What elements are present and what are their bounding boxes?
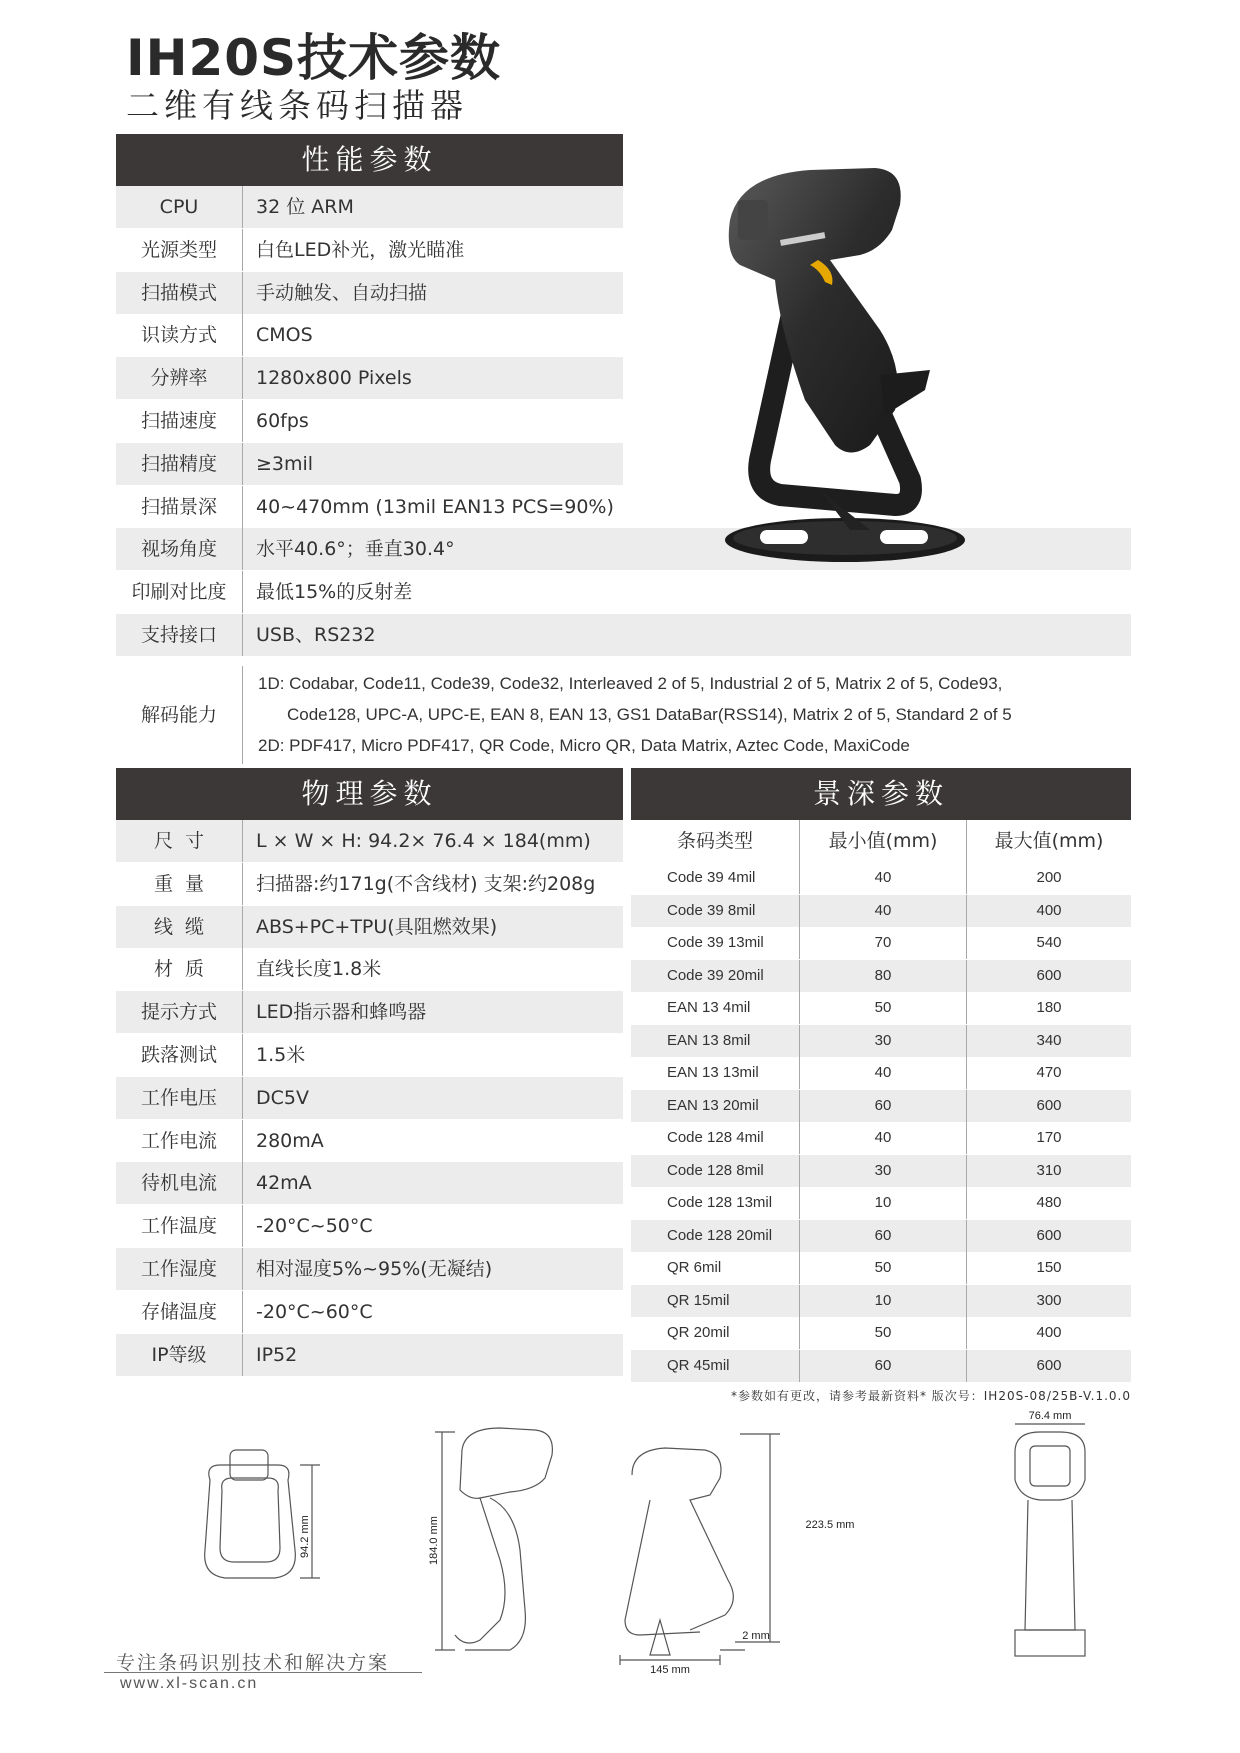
physical-label: 存储温度 [116, 1291, 243, 1333]
depth-max-cell: 310 [966, 1155, 1131, 1187]
footer-url[interactable]: www.xl-scan.cn [120, 1675, 259, 1692]
page-title: IH20S技术参数 [126, 29, 502, 87]
performance-value: 最低15%的反射差 [256, 581, 413, 603]
depth-max-cell: 470 [966, 1057, 1131, 1089]
physical-label: 材 质 [116, 948, 243, 990]
depth-row [631, 1057, 1131, 1089]
dim-94-2: 94.2 mm [299, 1515, 311, 1558]
physical-row [116, 1248, 623, 1290]
physical-value: 扫描器:约171g(不含线材) 支架:约208g [256, 873, 596, 895]
depth-row [631, 1155, 1131, 1187]
decode-line-2d: 2D: PDF417, Micro PDF417, QR Code, Micro QR, Data Matrix, Aztec Code, MaxiCode [258, 736, 910, 755]
decode-line-1d-cont: Code128, UPC-A, UPC-E, EAN 8, EAN 13, GS1 DataBar(RSS14), Matrix 2 of 5, Standard 2 of 5 [287, 705, 1012, 724]
performance-value: 水平40.6°；垂直30.4° [256, 538, 455, 560]
dim-184: 184.0 mm [428, 1516, 440, 1565]
depth-row [631, 1252, 1131, 1284]
depth-row [631, 895, 1131, 927]
physical-value: L × W × H: 94.2× 76.4 × 184(mm) [256, 830, 591, 852]
depth-type-cell: Code 128 4mil [667, 1129, 764, 1146]
performance-label: 视场角度 [116, 528, 243, 570]
depth-max-cell: 400 [966, 895, 1131, 927]
depth-type-cell: Code 39 8mil [667, 902, 756, 919]
depth-max-cell: 600 [966, 1090, 1131, 1122]
physical-row [116, 948, 623, 990]
depth-max-cell: 400 [966, 1317, 1131, 1349]
depth-type-cell: Code 128 8mil [667, 1162, 764, 1179]
depth-min-cell: 80 [799, 960, 966, 992]
physical-label: 工作湿度 [116, 1248, 243, 1290]
depth-min-cell: 60 [799, 1350, 966, 1382]
depth-min-cell: 10 [799, 1285, 966, 1317]
depth-row [631, 960, 1131, 992]
physical-row [116, 906, 623, 948]
performance-value: 白色LED补光，激光瞄准 [256, 239, 465, 261]
decode-label: 解码能力 [116, 666, 243, 764]
depth-table-header [631, 820, 1131, 862]
dim-223-5: 223.5 mm [805, 1519, 855, 1531]
depth-type-cell: EAN 13 20mil [667, 1097, 759, 1114]
physical-label: IP等级 [116, 1334, 243, 1376]
depth-min-cell: 70 [799, 927, 966, 959]
depth-type-cell: Code 128 13mil [667, 1194, 773, 1211]
depth-type-cell: QR 20mil [667, 1324, 730, 1341]
performance-row [116, 314, 623, 356]
performance-row [116, 272, 623, 314]
depth-max-cell: 200 [966, 862, 1131, 894]
depth-min-cell: 50 [799, 992, 966, 1024]
physical-value: 42mA [256, 1172, 312, 1194]
physical-row [116, 1334, 623, 1376]
dim-76-4: 76.4 mm [1028, 1410, 1072, 1422]
physical-row [116, 1077, 623, 1119]
physical-row [116, 1162, 623, 1204]
depth-type-cell: EAN 13 4mil [667, 999, 751, 1016]
depth-row [631, 1090, 1131, 1122]
depth-type-cell: Code 39 4mil [667, 869, 756, 886]
physical-label: 待机电流 [116, 1162, 243, 1204]
physical-value: 280mA [256, 1130, 324, 1152]
depth-max-cell: 540 [966, 927, 1131, 959]
depth-type-cell: QR 15mil [667, 1292, 730, 1309]
performance-label: 扫描速度 [116, 400, 243, 442]
physical-value: LED指示器和蜂鸣器 [256, 1001, 427, 1023]
physical-value: ABS+PC+TPU(具阻燃效果) [256, 916, 498, 938]
depth-col-max: 最大值(mm) [966, 820, 1131, 862]
depth-heading: 景深参数 [631, 768, 1131, 820]
depth-row [631, 1317, 1131, 1349]
physical-value: 1.5米 [256, 1044, 306, 1066]
performance-label: 光源类型 [116, 229, 243, 271]
performance-value: 32 位 ARM [256, 196, 354, 218]
revision-note: *参数如有更改，请参考最新资料* 版次号：IH20S-08/25B-V.1.0.0 [730, 1389, 1131, 1403]
dimension-drawings [180, 1410, 1140, 1675]
depth-min-cell: 60 [799, 1090, 966, 1122]
depth-type-cell: QR 45mil [667, 1357, 730, 1374]
performance-label: CPU [116, 186, 243, 228]
depth-max-cell: 600 [966, 1350, 1131, 1382]
performance-row [116, 400, 623, 442]
physical-value: 直线长度1.8米 [256, 958, 382, 980]
depth-max-cell: 480 [966, 1187, 1131, 1219]
depth-max-cell: 300 [966, 1285, 1131, 1317]
depth-row [631, 927, 1131, 959]
performance-label: 分辨率 [116, 357, 243, 399]
performance-value: 1280x800 Pixels [256, 367, 412, 389]
physical-row [116, 991, 623, 1033]
depth-min-cell: 10 [799, 1187, 966, 1219]
depth-type-cell: EAN 13 8mil [667, 1032, 751, 1049]
performance-value: 60fps [256, 410, 309, 432]
depth-row [631, 1285, 1131, 1317]
depth-max-cell: 600 [966, 960, 1131, 992]
physical-label: 提示方式 [116, 991, 243, 1033]
depth-type-cell: QR 6mil [667, 1259, 722, 1276]
physical-row [116, 1120, 623, 1162]
physical-row [116, 820, 623, 862]
performance-label: 识读方式 [116, 314, 243, 356]
depth-min-cell: 30 [799, 1155, 966, 1187]
physical-label: 跌落测试 [116, 1034, 243, 1076]
dim-2mm: 2 mm [742, 1630, 770, 1642]
physical-row [116, 1205, 623, 1247]
performance-row [116, 614, 1131, 656]
depth-max-cell: 150 [966, 1252, 1131, 1284]
physical-label: 尺 寸 [116, 820, 243, 862]
physical-value: -20°C~50°C [256, 1215, 373, 1237]
performance-row [116, 571, 1131, 613]
performance-label: 扫描模式 [116, 272, 243, 314]
physical-label: 线 缆 [116, 906, 243, 948]
performance-label: 支持接口 [116, 614, 243, 656]
rear-view-drawing [1015, 1424, 1085, 1656]
depth-min-cell: 50 [799, 1252, 966, 1284]
performance-label: 印刷对比度 [116, 571, 243, 613]
performance-row [116, 486, 623, 528]
performance-value: CMOS [256, 324, 313, 346]
depth-row [631, 1350, 1131, 1382]
depth-min-cell: 30 [799, 1025, 966, 1057]
depth-max-cell: 170 [966, 1122, 1131, 1154]
physical-row [116, 1291, 623, 1333]
decode-capability-row [116, 666, 1131, 764]
depth-max-cell: 180 [966, 992, 1131, 1024]
performance-value: 40~470mm (13mil EAN13 PCS=90%) [256, 496, 614, 518]
depth-row [631, 1187, 1131, 1219]
performance-value: ≥3mil [256, 453, 314, 475]
physical-value: DC5V [256, 1087, 309, 1109]
performance-row [116, 443, 623, 485]
depth-col-type: 条码类型 [676, 830, 753, 852]
depth-type-cell: Code 39 13mil [667, 934, 764, 951]
physical-heading: 物理参数 [116, 768, 623, 820]
performance-row [116, 186, 623, 228]
physical-label: 工作电压 [116, 1077, 243, 1119]
scanner-product-photo [720, 160, 980, 565]
page-subtitle: 二维有线条码扫描器 [126, 86, 468, 125]
physical-value: IP52 [256, 1344, 298, 1366]
physical-row [116, 1034, 623, 1076]
physical-label: 工作电流 [116, 1120, 243, 1162]
side-view-drawing [435, 1428, 552, 1650]
depth-type-cell: Code 128 20mil [667, 1227, 773, 1244]
depth-min-cell: 40 [799, 1057, 966, 1089]
performance-heading: 性能参数 [116, 134, 623, 186]
performance-label: 扫描景深 [116, 486, 243, 528]
depth-row [631, 992, 1131, 1024]
depth-type-cell: Code 39 20mil [667, 967, 764, 984]
physical-label: 重 量 [116, 863, 243, 905]
depth-type-cell: EAN 13 13mil [667, 1064, 759, 1081]
depth-row [631, 1025, 1131, 1057]
decode-line-1d: 1D: Codabar, Code11, Code39, Code32, Interleaved 2 of 5, Industrial 2 of 5, Matrix 2 of 5, Code93, [258, 674, 1003, 693]
depth-max-cell: 340 [966, 1025, 1131, 1057]
depth-row [631, 862, 1131, 894]
depth-max-cell: 600 [966, 1220, 1131, 1252]
performance-value: USB、RS232 [256, 624, 376, 646]
physical-label: 工作温度 [116, 1205, 243, 1247]
depth-row [631, 1220, 1131, 1252]
depth-min-cell: 40 [799, 1122, 966, 1154]
performance-label: 扫描精度 [116, 443, 243, 485]
depth-col-min: 最小值(mm) [799, 820, 966, 862]
dim-145: 145 mm [650, 1664, 690, 1675]
depth-row [631, 1122, 1131, 1154]
physical-value: -20°C~60°C [256, 1301, 373, 1323]
physical-value: 相对湿度5%~95%(无凝结) [256, 1258, 493, 1280]
footer-slogan: 专注条码识别技术和解决方案 [116, 1652, 390, 1674]
depth-min-cell: 60 [799, 1220, 966, 1252]
depth-min-cell: 40 [799, 862, 966, 894]
depth-min-cell: 50 [799, 1317, 966, 1349]
performance-row [116, 357, 623, 399]
depth-min-cell: 40 [799, 895, 966, 927]
physical-row [116, 863, 623, 905]
performance-value: 手动触发、自动扫描 [256, 282, 428, 304]
